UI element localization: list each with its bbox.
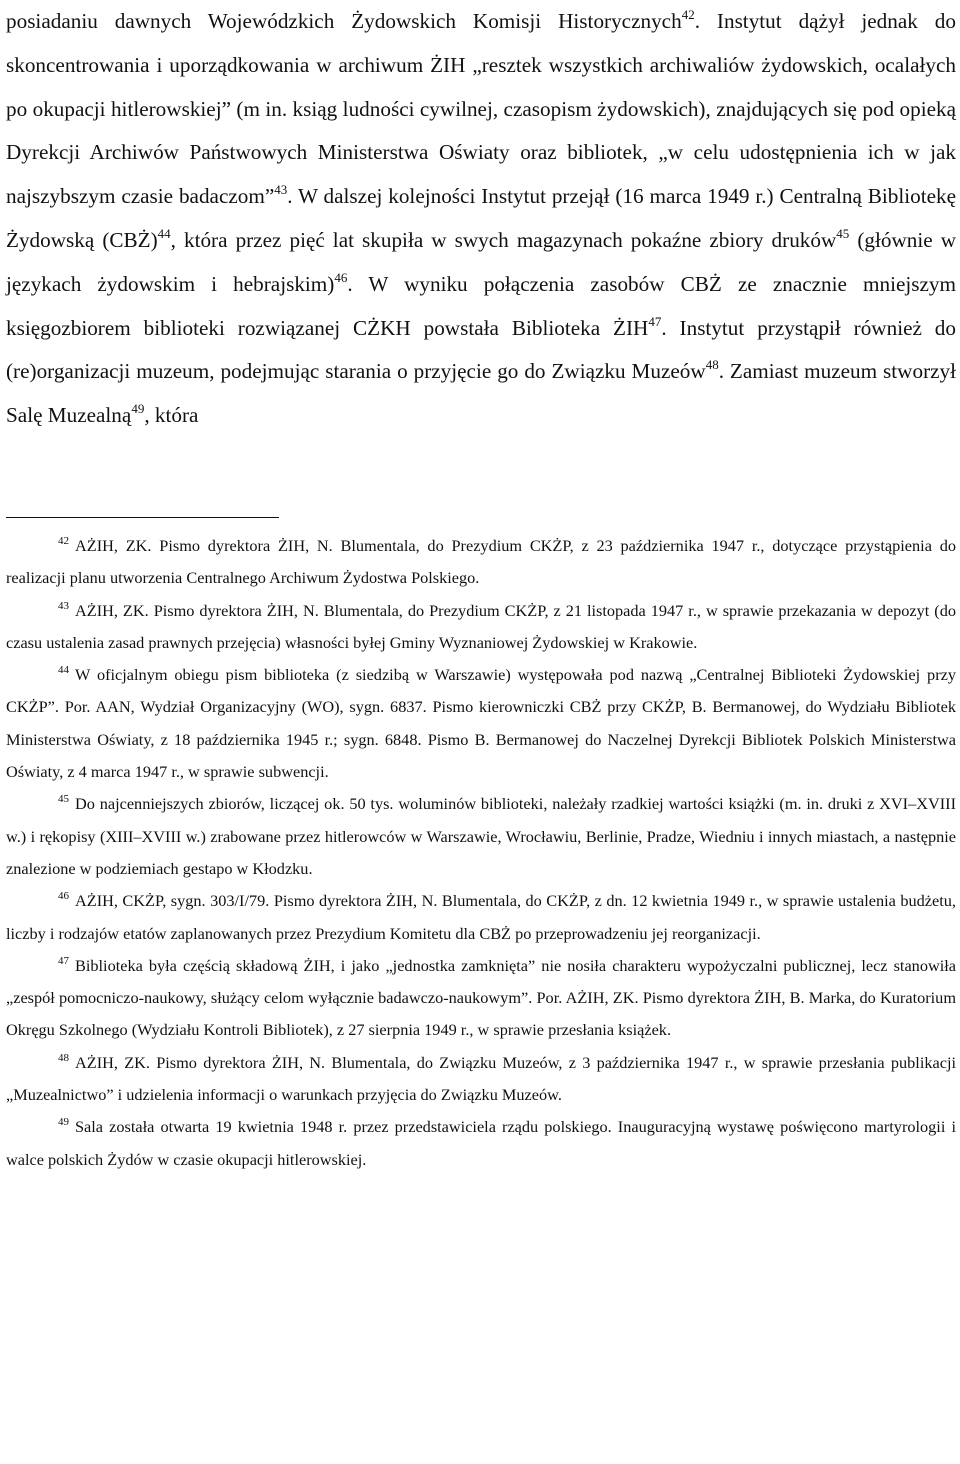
- text-segment: . Instytut przystąpił również do (re)organizacji muzeum, podejmując starania o przyjęcie go do Związku Muzeów: [6, 315, 956, 384]
- footnote-ref[interactable]: 48: [705, 357, 719, 373]
- footnote: [6, 1111, 956, 1176]
- footnote: [6, 1047, 956, 1112]
- text-segment: . W wyniku połączenia zasobów CBŻ ze znacznie mniejszym księgozbiorem biblioteki rozwiązanej CŻKH powstała Biblioteka ŻIH: [6, 271, 957, 340]
- footnote-text: Do najcenniejszych zbiorów, liczącej ok. 50 tys. woluminów biblioteki, należały rzadkiej wartości książki (m. in. druki z XVI–XVIII w.) i rękopisy (XIII–XVIII w.) zrabowane przez hitlerowców w Warszawie, Wrocławiu, Berlinie, Pradze, Wiedniu i innych miastach, a następnie znalezione w podziemiach gestapo w Kłodzku.: [6, 794, 956, 878]
- footnote-ref[interactable]: 45: [836, 225, 850, 241]
- footnote-number: 44: [58, 664, 69, 677]
- text-segment: . Instytut dążył jednak do skoncentrowania i uporządkowania w archiwum ŻIH „resztek wszystkich archiwaliów żydowskich, ocalałych po okupacji hitlerowskiej” (m in. ksiąg ludności cywilnej, czasopism żydowskich), znajdujących się pod opieką Dyrekcji Archiwów Państwowych Ministerstwa Oświaty oraz bibliotek, „w celu udostępnienia ich w jak najszybszym czasie badaczom”: [6, 9, 956, 209]
- main-text: [6, 0, 956, 438]
- footnote-number: 46: [58, 890, 69, 903]
- footnote: [6, 530, 956, 595]
- footnote: [6, 885, 956, 950]
- footnote-number: 42: [58, 535, 69, 547]
- footnote-number: 45: [58, 793, 69, 806]
- footnote-number: 49: [58, 1116, 69, 1129]
- footnote: [6, 659, 956, 788]
- footnote-text: W oficjalnym obiegu pism biblioteka (z siedzibą w Warszawie) występowała pod nazwą „Centralnej Biblioteki Żydowskiej przy CKŻP”. Por. AAN, Wydział Organizacyjny (WO), sygn. 6837. Pismo kierowniczki CBŻ przy CKŻP, B. Bermanowej, do Wydziału Bibliotek Ministerstwa Oświaty, z 18 października 1945 r.; sygn. 6848. Pismo B. Bermanowej do Naczelnej Dyrekcji Bibliotek Polskich Ministerstwa Oświaty, z 4 marca 1947 r., w sprawie subwencji.: [6, 665, 956, 782]
- footnote: [6, 595, 956, 660]
- footnote: [6, 950, 956, 1047]
- footnote-ref[interactable]: 46: [334, 269, 348, 285]
- footnote-number: 47: [58, 954, 69, 967]
- footnote-number: 48: [58, 1051, 69, 1064]
- text-segment: posiadaniu dawnych Wojewódzkich Żydowskich Komisji Historycznych: [6, 9, 682, 33]
- footnote-text: AŻIH, ZK. Pismo dyrektora ŻIH, N. Blumentala, do Prezydium CKŻP, z 23 października 1947 r., dotyczące przystąpienia do realizacji planu utworzenia Centralnego Archiwum Żydostwa Polskiego.: [6, 536, 956, 588]
- footnote-number: 43: [58, 599, 69, 612]
- footnote-ref[interactable]: 42: [681, 7, 695, 22]
- footnote-text: AŻIH, ZK. Pismo dyrektora ŻIH, N. Blumentala, do Prezydium CKŻP, z 21 listopada 1947 r., w sprawie przekazania w depozyt (do czasu ustalenia zasad prawnych przejęcia) własności byłej Gminy Wyznaniowej Żydowskiej w Krakowie.: [6, 600, 956, 652]
- footnote-text: Sala została otwarta 19 kwietnia 1948 r. przez przedstawiciela rządu polskiego. Inauguracyjną wystawę poświęcono martyrologii i walce polskich Żydów w czasie okupacji hitlerowskiej.: [6, 1117, 956, 1169]
- text-segment: . W dalszej kolejności Instytut przejął (16 marca 1949 r.) Centralną Bibliotekę Żydowską (CBŻ): [6, 184, 956, 252]
- footnote-text: AŻIH, CKŻP, sygn. 303/I/79. Pismo dyrektora ŻIH, N. Blumentala, do CKŻP, z dn. 12 kwietnia 1949 r., w sprawie ustalenia budżetu, liczby i rodzajów etatów zaplanowanych przez Prezydium Komitetu dla CBŻ po przeprowadzeniu jej reorganizacji.: [6, 891, 956, 943]
- footnotes-section: [6, 530, 956, 1176]
- main-paragraph: [6, 0, 956, 438]
- text-segment: (głównie w językach żydowskim i hebrajskim): [6, 227, 956, 296]
- footnote: [6, 788, 956, 885]
- text-segment: , która przez pięć lat skupiła w swych magazynach pokaźne zbiory druków: [170, 227, 837, 252]
- footnote-ref[interactable]: 49: [131, 401, 145, 417]
- footnote-text: AŻIH, ZK. Pismo dyrektora ŻIH, N. Blumentala, do Związku Muzeów, z 3 października 1947 r., w sprawie przesłania publikacji „Muzealnictwo” i udzielenia informacji o warunkach przyjęcia do Związku Muzeów.: [6, 1052, 956, 1105]
- text-segment: , która: [144, 403, 199, 428]
- footnote-ref[interactable]: 47: [648, 313, 662, 329]
- footnote-text: Biblioteka była częścią składową ŻIH, i jako „jednostka zamknięta” nie nosiła charakteru wypożyczalni publicznej, lecz stanowiła „zespół pomocniczo-naukowy, służący celom wyłącznie badawczo-naukowym”. Por. AŻIH, ZK. Pismo dyrektora ŻIH, B. Marka, do Kuratorium Okręgu Szkolnego (Wydziału Kontroli Bibliotek), z 27 sierpnia 1949 r., w sprawie przesłania książek.: [6, 955, 956, 1040]
- text-segment: . Zamiast muzeum stworzył Salę Muzealną: [6, 359, 957, 428]
- footnote-separator: [6, 517, 279, 518]
- footnote-ref[interactable]: 44: [157, 225, 171, 241]
- footnote-ref[interactable]: 43: [274, 182, 288, 198]
